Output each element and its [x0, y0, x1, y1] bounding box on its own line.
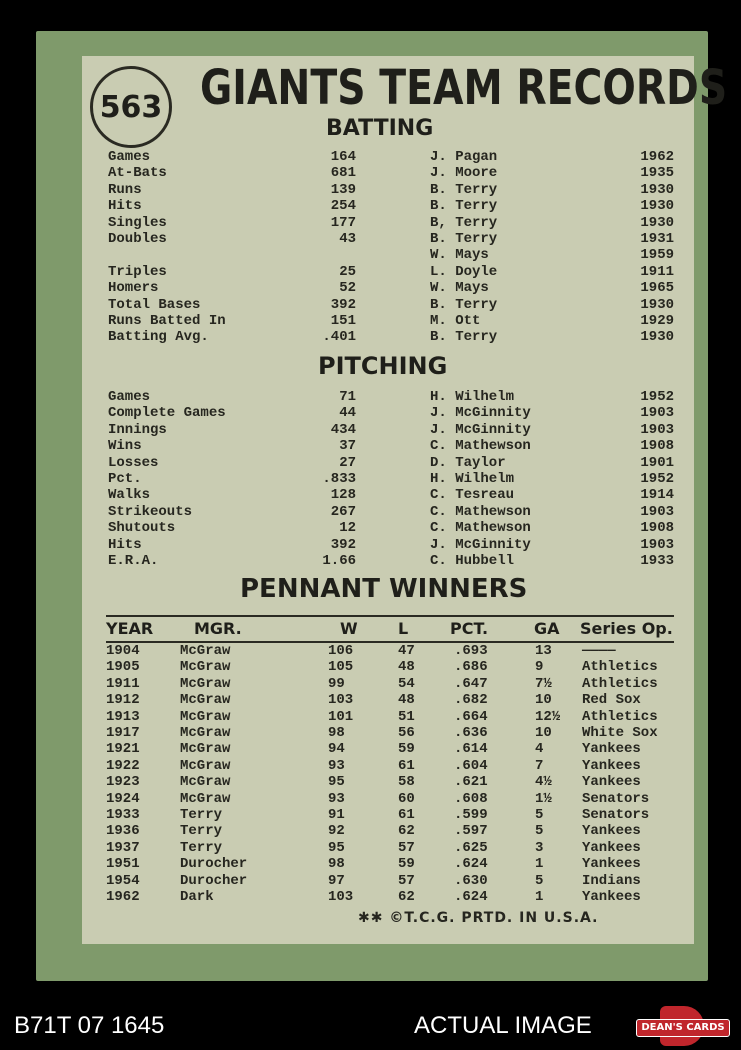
pennant-pct: .630 — [454, 872, 488, 889]
pitching-player: J. McGinnity — [430, 405, 531, 422]
pennant-row — [0, 807, 700, 823]
pitching-year: 1903 — [640, 421, 674, 438]
pitching-value: 44 — [339, 405, 356, 422]
batting-value: 52 — [339, 280, 356, 297]
card-number-badge — [90, 66, 172, 148]
col-year: YEAR — [106, 619, 154, 638]
pitching-year: 1901 — [640, 454, 674, 471]
pennant-w: 92 — [328, 823, 345, 840]
pitching-player: C. Hubbell — [430, 553, 515, 569]
batting-year: 1911 — [640, 263, 674, 280]
pitching-label: Hits — [108, 536, 142, 553]
pennant-year: 1937 — [106, 839, 140, 856]
pitching-year: 1908 — [640, 520, 674, 537]
batting-heading: BATTING — [326, 116, 434, 141]
pennant-mgr: Durocher — [180, 872, 248, 889]
pennant-l: 48 — [398, 659, 415, 676]
pennant-year: 1954 — [106, 872, 140, 889]
pitching-player: C. Mathewson — [430, 438, 531, 455]
batting-value: 177 — [330, 214, 356, 231]
pennant-ga: 10 — [535, 725, 552, 741]
pennant-mgr: McGraw — [180, 774, 231, 791]
pennant-row — [0, 774, 700, 790]
pennant-l: 57 — [398, 872, 415, 889]
batting-row — [108, 198, 674, 214]
pennant-series: ———— — [582, 643, 616, 659]
pitching-player: C. Mathewson — [430, 520, 531, 537]
pennant-w: 103 — [328, 692, 354, 709]
pennant-w: 98 — [328, 725, 345, 741]
pennant-mgr: McGraw — [180, 708, 231, 725]
batting-year: 1930 — [640, 198, 674, 215]
pennant-pct: .599 — [454, 807, 488, 823]
batting-player: J. Moore — [430, 165, 498, 182]
pennant-pct: .597 — [454, 823, 488, 840]
batting-row — [108, 182, 674, 198]
pennant-row — [0, 823, 700, 839]
pennant-l: 59 — [398, 856, 415, 873]
pennant-mgr: Terry — [180, 807, 223, 823]
pitching-row — [108, 455, 674, 471]
pennant-w: 103 — [328, 889, 354, 905]
batting-player: B. Terry — [430, 198, 498, 215]
pitching-year: 1952 — [640, 471, 674, 487]
pennant-l: 56 — [398, 725, 415, 741]
pitching-label: Complete Games — [108, 405, 226, 422]
pennant-mgr: McGraw — [180, 741, 231, 758]
pennant-year: 1923 — [106, 774, 140, 791]
pennant-row — [0, 659, 700, 675]
logo-text: DEAN'S CARDS — [636, 1019, 730, 1037]
card-title: GIANTS TEAM RECORDS — [200, 60, 728, 116]
batting-value: .401 — [322, 329, 356, 346]
pennant-l: 47 — [398, 643, 415, 659]
pitching-value: 392 — [330, 536, 356, 553]
pitching-value: 434 — [330, 421, 356, 438]
pennant-mgr: McGraw — [180, 643, 231, 659]
pennant-pct: .647 — [454, 675, 488, 692]
card-number: 563 — [99, 89, 163, 125]
col-pct: PCT. — [450, 619, 489, 638]
pennant-w: 93 — [328, 790, 345, 807]
batting-year: 1930 — [640, 214, 674, 231]
pennant-row — [0, 873, 700, 889]
pennant-mgr: McGraw — [180, 725, 231, 741]
pennant-row — [0, 840, 700, 856]
pennant-ga: 7 — [535, 757, 544, 774]
pennant-year: 1913 — [106, 708, 140, 725]
pennant-series: Yankees — [582, 823, 641, 840]
pennant-ga: 12½ — [535, 708, 561, 725]
pennant-series: Yankees — [582, 839, 641, 856]
batting-player: B. Terry — [430, 231, 498, 247]
pennant-mgr: McGraw — [180, 659, 231, 676]
pitching-row — [108, 487, 674, 503]
col-series: Series Op. — [580, 619, 673, 638]
pitching-value: 37 — [339, 438, 356, 455]
batting-year: 1930 — [640, 296, 674, 313]
pennant-series: Red Sox — [582, 692, 641, 709]
pitching-label: Walks — [108, 487, 151, 504]
pennant-year: 1905 — [106, 659, 140, 676]
batting-value: 392 — [330, 296, 356, 313]
batting-year: 1930 — [640, 329, 674, 346]
pitching-year: 1933 — [640, 553, 674, 569]
pennant-l: 48 — [398, 692, 415, 709]
pennant-year: 1917 — [106, 725, 140, 741]
pennant-l: 61 — [398, 757, 415, 774]
pennant-series: White Sox — [582, 725, 658, 741]
pennant-w: 97 — [328, 872, 345, 889]
pennant-w: 91 — [328, 807, 345, 823]
pitching-year: 1914 — [640, 487, 674, 504]
pennant-ga: 1 — [535, 889, 544, 905]
pennant-series: Yankees — [582, 856, 641, 873]
batting-label: Runs — [108, 181, 142, 198]
pitching-player: C. Mathewson — [430, 503, 531, 520]
batting-label: Total Bases — [108, 296, 201, 313]
pennant-year: 1921 — [106, 741, 140, 758]
pennant-w: 105 — [328, 659, 354, 676]
pennant-series: Yankees — [582, 741, 641, 758]
batting-year: 1931 — [640, 231, 674, 247]
batting-label: Games — [108, 149, 151, 165]
col-mgr: MGR. — [194, 619, 242, 638]
print-line: ✱✱ ©T.C.G. PRTD. IN U.S.A. — [358, 910, 599, 926]
pennant-l: 59 — [398, 741, 415, 758]
actual-image-label: ACTUAL IMAGE — [414, 1012, 592, 1039]
pennant-table-header — [106, 615, 674, 643]
pennant-l: 62 — [398, 889, 415, 905]
batting-row — [108, 313, 674, 329]
pitching-label: Games — [108, 389, 151, 405]
pennant-ga: 4 — [535, 741, 544, 758]
batting-value: 254 — [330, 198, 356, 215]
pitching-year: 1903 — [640, 536, 674, 553]
pitching-row — [108, 405, 674, 421]
batting-label: Hits — [108, 198, 142, 215]
pitching-value: .833 — [322, 471, 356, 487]
pitching-row — [108, 553, 674, 569]
pitching-row — [108, 537, 674, 553]
pennant-series: Senators — [582, 807, 650, 823]
batting-player: W. Mays — [430, 280, 489, 297]
batting-label: Doubles — [108, 231, 167, 247]
pennant-l: 57 — [398, 839, 415, 856]
batting-year: 1935 — [640, 165, 674, 182]
pitching-label: E.R.A. — [108, 553, 159, 569]
pennant-row — [0, 758, 700, 774]
pennant-row — [0, 725, 700, 741]
pitching-label: Losses — [108, 454, 159, 471]
pitching-year: 1903 — [640, 405, 674, 422]
pennant-pct: .686 — [454, 659, 488, 676]
batting-year: 1959 — [640, 247, 674, 264]
pitching-player: H. Wilhelm — [430, 471, 515, 487]
pitching-player: D. Taylor — [430, 454, 506, 471]
pennant-ga: 5 — [535, 807, 544, 823]
pennant-w: 101 — [328, 708, 354, 725]
batting-value: 43 — [339, 231, 356, 247]
pennant-pct: .621 — [454, 774, 488, 791]
pennant-l: 51 — [398, 708, 415, 725]
pitching-year: 1903 — [640, 503, 674, 520]
pennant-w: 106 — [328, 643, 354, 659]
pennant-year: 1912 — [106, 692, 140, 709]
batting-player: M. Ott — [430, 313, 481, 329]
pennant-row — [0, 889, 700, 905]
pennant-w: 98 — [328, 856, 345, 873]
pennant-mgr: McGraw — [180, 692, 231, 709]
pitching-value: 71 — [339, 389, 356, 405]
pennant-mgr: Terry — [180, 823, 223, 840]
pennant-w: 95 — [328, 839, 345, 856]
pitching-year: 1952 — [640, 389, 674, 405]
batting-player: B, Terry — [430, 214, 498, 231]
pennant-pct: .625 — [454, 839, 488, 856]
pennant-pct: .614 — [454, 741, 488, 758]
pennant-series: Athletics — [582, 675, 658, 692]
pitching-player: J. McGinnity — [430, 421, 531, 438]
pennant-l: 54 — [398, 675, 415, 692]
pennant-series: Yankees — [582, 774, 641, 791]
batting-label: Singles — [108, 214, 167, 231]
pennant-pct: .624 — [454, 889, 488, 905]
pennant-year: 1936 — [106, 823, 140, 840]
pennant-w: 93 — [328, 757, 345, 774]
batting-label: Homers — [108, 280, 159, 297]
pennant-year: 1922 — [106, 757, 140, 774]
batting-row — [108, 165, 674, 181]
pitching-row — [108, 422, 674, 438]
batting-row — [108, 280, 674, 296]
pennant-year: 1924 — [106, 790, 140, 807]
pennant-year: 1904 — [106, 643, 140, 659]
col-ga: GA — [534, 619, 560, 638]
pennant-mgr: Terry — [180, 839, 223, 856]
pitching-row — [108, 520, 674, 536]
pennant-mgr: Durocher — [180, 856, 248, 873]
pennant-mgr: Dark — [180, 889, 214, 905]
pennant-l: 61 — [398, 807, 415, 823]
pennant-ga: 7½ — [535, 675, 552, 692]
pennant-row — [0, 791, 700, 807]
batting-label: At-Bats — [108, 165, 167, 182]
batting-player: B. Terry — [430, 181, 498, 198]
pitching-value: 27 — [339, 454, 356, 471]
pitching-player: J. McGinnity — [430, 536, 531, 553]
batting-row — [108, 215, 674, 231]
pennant-ga: 1½ — [535, 790, 552, 807]
pennant-series: Senators — [582, 790, 650, 807]
pennant-ga: 1 — [535, 856, 544, 873]
pennant-year: 1933 — [106, 807, 140, 823]
pitching-label: Wins — [108, 438, 142, 455]
pitching-label: Innings — [108, 421, 167, 438]
pennant-row — [0, 709, 700, 725]
batting-row — [108, 329, 674, 345]
pennant-year: 1911 — [106, 675, 140, 692]
pennant-pct: .682 — [454, 692, 488, 709]
batting-player: J. Pagan — [430, 149, 498, 165]
pennant-pct: .664 — [454, 708, 488, 725]
pennant-ga: 5 — [535, 823, 544, 840]
col-l: L — [398, 619, 409, 638]
pitching-label: Pct. — [108, 471, 142, 487]
pennant-w: 95 — [328, 774, 345, 791]
pitching-value: 12 — [339, 520, 356, 537]
pennant-row — [0, 692, 700, 708]
batting-row — [108, 264, 674, 280]
pennant-pct: .624 — [454, 856, 488, 873]
batting-row — [108, 149, 674, 165]
batting-year: 1930 — [640, 181, 674, 198]
pennant-series: Indians — [582, 872, 641, 889]
pitching-label: Shutouts — [108, 520, 176, 537]
pennant-pct: .636 — [454, 725, 488, 741]
pitching-heading: PITCHING — [318, 352, 448, 380]
pennant-mgr: McGraw — [180, 757, 231, 774]
deans-cards-logo — [636, 1006, 728, 1046]
pennant-w: 94 — [328, 741, 345, 758]
batting-year: 1962 — [640, 149, 674, 165]
pennant-row — [0, 741, 700, 757]
batting-row — [108, 297, 674, 313]
pennant-l: 60 — [398, 790, 415, 807]
pitching-row — [108, 504, 674, 520]
pitching-value: 128 — [330, 487, 356, 504]
pitching-row — [108, 471, 674, 487]
pitching-label: Strikeouts — [108, 503, 193, 520]
pennant-pct: .608 — [454, 790, 488, 807]
pennant-l: 62 — [398, 823, 415, 840]
pitching-value: 267 — [330, 503, 356, 520]
batting-year: 1965 — [640, 280, 674, 297]
pennant-row — [0, 676, 700, 692]
pitching-player: H. Wilhelm — [430, 389, 515, 405]
batting-value: 151 — [330, 313, 356, 329]
pennant-ga: 3 — [535, 839, 544, 856]
batting-player: B. Terry — [430, 329, 498, 346]
pitching-value: 1.66 — [322, 553, 356, 569]
batting-label: Runs Batted In — [108, 313, 226, 329]
pennant-row — [0, 856, 700, 872]
pennant-series: Yankees — [582, 757, 641, 774]
batting-label: Batting Avg. — [108, 329, 209, 346]
pennant-w: 99 — [328, 675, 345, 692]
batting-value: 681 — [330, 165, 356, 182]
pennant-series: Athletics — [582, 708, 658, 725]
batting-value: 25 — [339, 263, 356, 280]
pennant-ga: 5 — [535, 872, 544, 889]
col-w: W — [340, 619, 358, 638]
pitching-year: 1908 — [640, 438, 674, 455]
batting-value: 164 — [330, 149, 356, 165]
batting-year: 1929 — [640, 313, 674, 329]
pitching-row — [108, 389, 674, 405]
pennant-series: Athletics — [582, 659, 658, 676]
batting-label: Triples — [108, 263, 167, 280]
pennant-mgr: McGraw — [180, 675, 231, 692]
pennant-mgr: McGraw — [180, 790, 231, 807]
pennant-pct: .604 — [454, 757, 488, 774]
catalog-code: B71T 07 1645 — [14, 1012, 165, 1039]
pennant-year: 1962 — [106, 889, 140, 905]
batting-row — [108, 231, 674, 247]
pennant-pct: .693 — [454, 643, 488, 659]
batting-row — [108, 247, 674, 263]
pennant-ga: 10 — [535, 692, 552, 709]
pennant-ga: 9 — [535, 659, 544, 676]
pennant-heading: PENNANT WINNERS — [240, 574, 528, 604]
batting-player: L. Doyle — [430, 263, 498, 280]
pitching-player: C. Tesreau — [430, 487, 515, 504]
pennant-series: Yankees — [582, 889, 641, 905]
pennant-l: 58 — [398, 774, 415, 791]
batting-player: B. Terry — [430, 296, 498, 313]
pennant-row — [0, 643, 700, 659]
batting-player: W. Mays — [430, 247, 489, 264]
pennant-ga: 4½ — [535, 774, 552, 791]
pitching-row — [108, 438, 674, 454]
pennant-ga: 13 — [535, 643, 552, 659]
batting-value: 139 — [330, 181, 356, 198]
pennant-year: 1951 — [106, 856, 140, 873]
